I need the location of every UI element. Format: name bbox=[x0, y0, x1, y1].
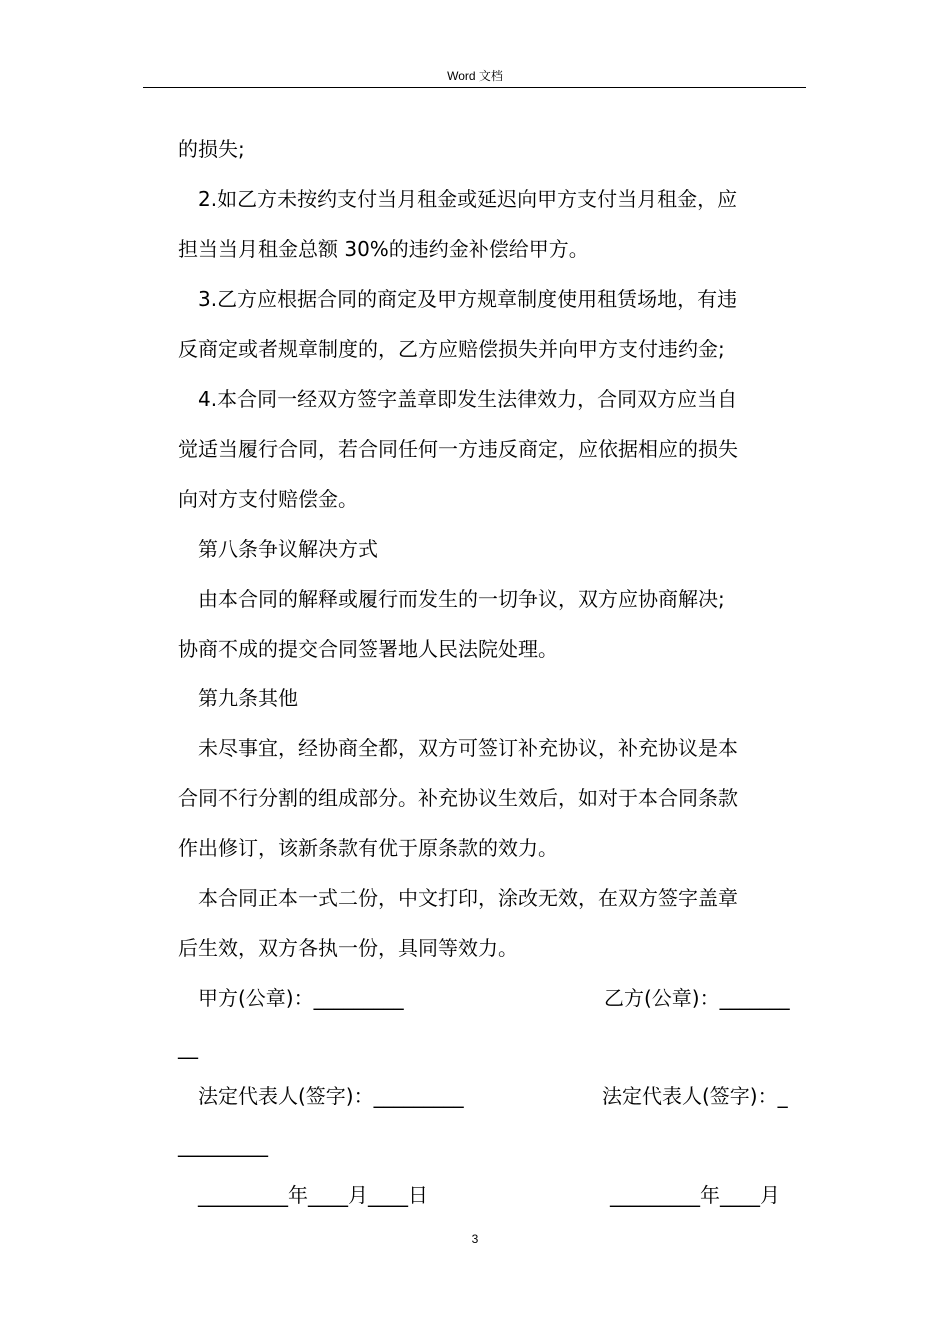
page-number: 3 bbox=[471, 1232, 479, 1246]
paragraph-line: 反商定或者规章制度的，乙方应赔偿损失并向甲方支付违约金; bbox=[178, 337, 725, 361]
paragraph-line: 未尽事宜，经协商全都，双方可签订补充协议，补充协议是本 bbox=[198, 736, 738, 760]
party-b-rep-line: 法定代表人(签字)：_ bbox=[602, 1084, 788, 1108]
party-a-date-line: _________年____月____日 bbox=[198, 1183, 428, 1207]
paragraph-line: 担当当月租金总额 30%的违约金补偿给甲方。 bbox=[178, 237, 589, 261]
paragraph-line: 由本合同的解释或履行而发生的一切争议，双方应协商解决; bbox=[198, 587, 725, 611]
party-b-seal-line-cont: __ bbox=[178, 1035, 198, 1059]
paragraph-line: 本合同正本一式二份，中文打印，涂改无效，在双方签字盖章 bbox=[198, 886, 738, 910]
paragraph-line: 觉适当履行合同，若合同任何一方违反商定，应依据相应的损失 bbox=[178, 437, 738, 461]
paragraph-line: 合同不行分割的组成部分。补充协议生效后，如对于本合同条款 bbox=[178, 786, 738, 810]
party-b-date-line: _________年____月 bbox=[610, 1183, 780, 1207]
section-heading: 第八条争议解决方式 bbox=[198, 537, 378, 561]
paragraph-line: 协商不成的提交合同签署地人民法院处理。 bbox=[178, 637, 558, 661]
paragraph-line: 的损失; bbox=[178, 137, 245, 161]
paragraph-line: 3.乙方应根据合同的商定及甲方规章制度使用租赁场地，有违 bbox=[198, 287, 738, 311]
page-header: Word 文档 bbox=[447, 69, 503, 83]
paragraph-line: 作出修订，该新条款有优于原条款的效力。 bbox=[178, 836, 558, 860]
paragraph-line: 向对方支付赔偿金。 bbox=[178, 487, 358, 511]
party-b-rep-line-cont: _________ bbox=[178, 1133, 268, 1157]
party-a-seal-line: 甲方(公章)：_________ bbox=[198, 986, 404, 1010]
party-b-seal-line: 乙方(公章)：_______ bbox=[604, 986, 790, 1010]
section-heading: 第九条其他 bbox=[198, 686, 298, 710]
paragraph-line: 4.本合同一经双方签字盖章即发生法律效力，合同双方应当自 bbox=[198, 387, 738, 411]
header-rule bbox=[143, 87, 806, 88]
paragraph-line: 后生效，双方各执一份，具同等效力。 bbox=[178, 936, 518, 960]
paragraph-line: 2.如乙方未按约支付当月租金或延迟向甲方支付当月租金，应 bbox=[198, 187, 738, 211]
party-a-rep-line: 法定代表人(签字)：_________ bbox=[198, 1084, 464, 1108]
